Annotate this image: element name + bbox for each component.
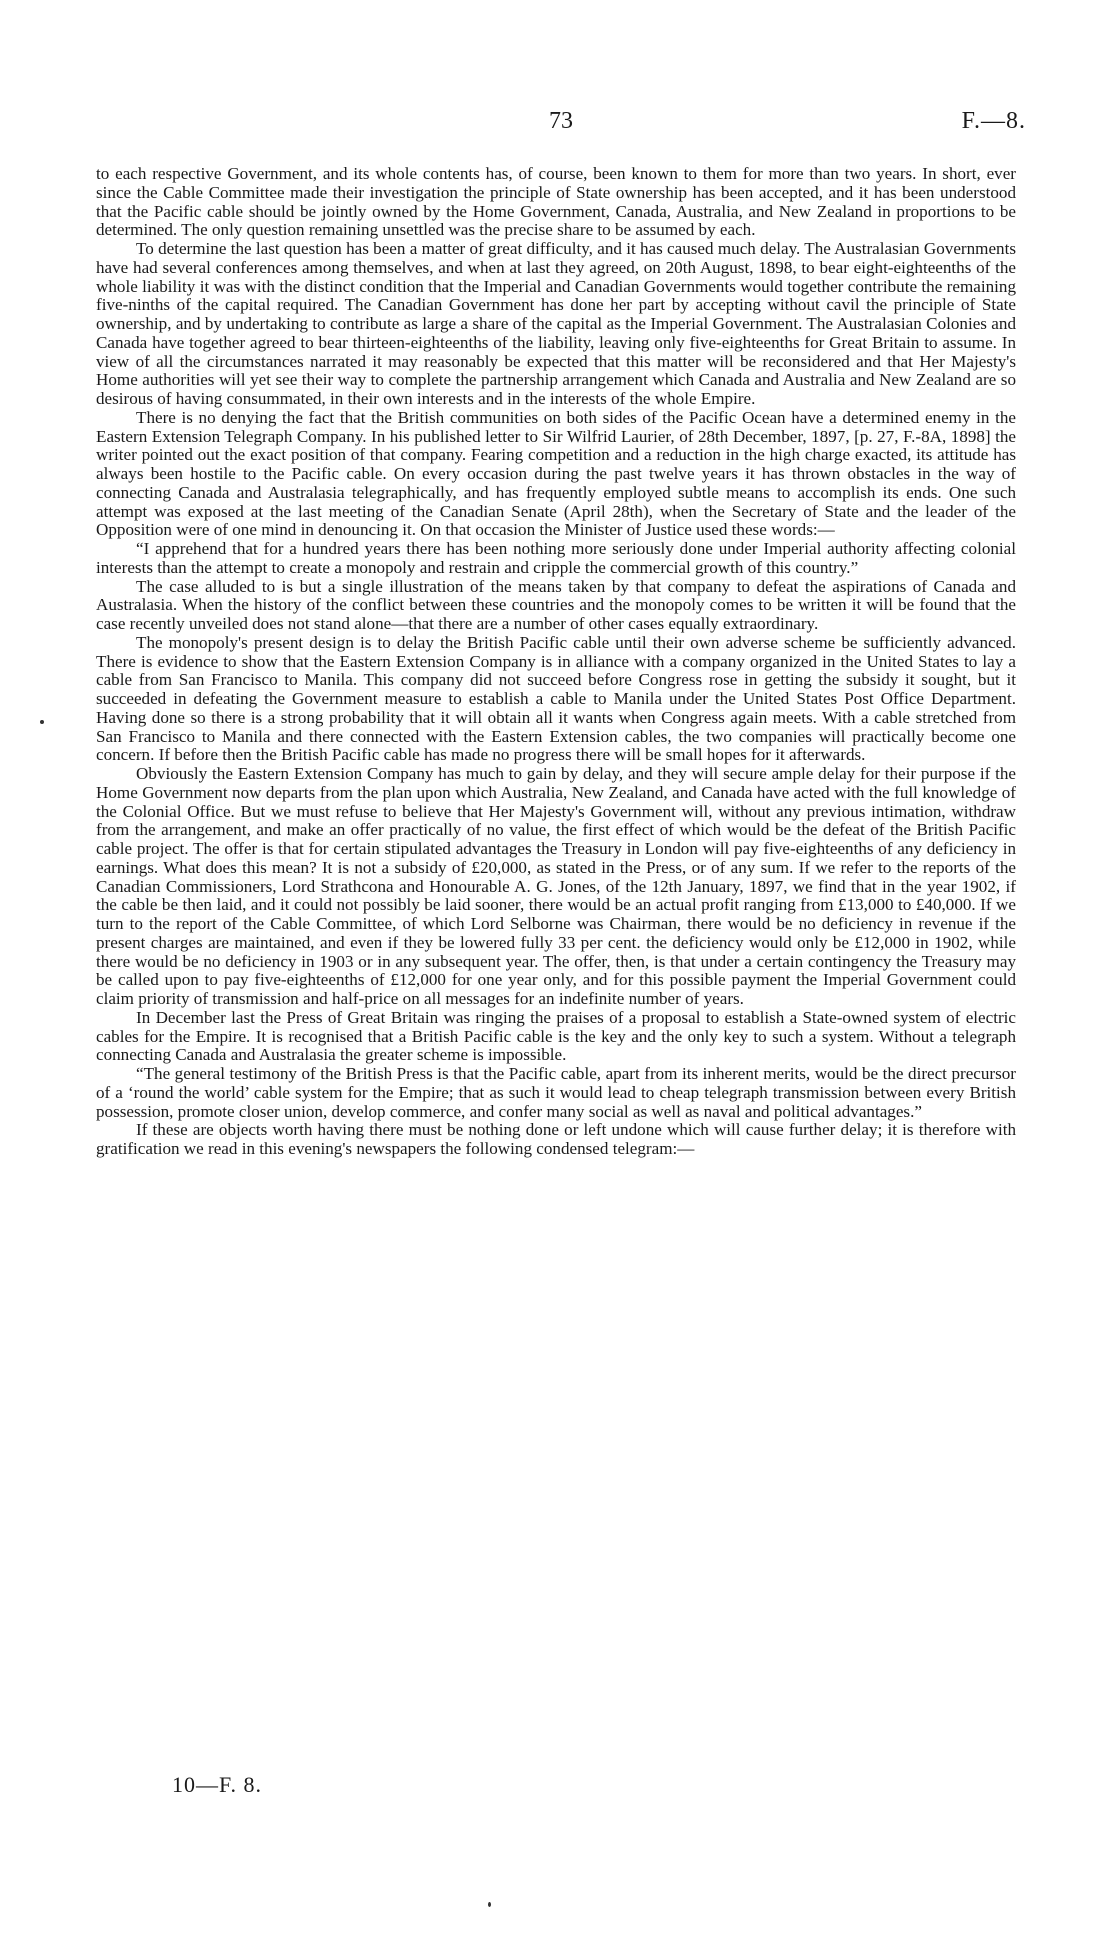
paragraph-10: If these are objects worth having there must be nothing done or left undone which will cause further delay; it is therefore with gratification we read in this evening's newspapers the following condensed telegram:— [96,1120,1016,1158]
signature-mark: 10—F. 8. [172,1772,262,1797]
quotation-minister-of-justice: “I apprehend that for a hundred years there has been nothing more seriously done under Imperial authority affecting colonial interests than the attempt to create a monopoly and restrain and cripple the commercial growth of this country.” [96,539,1016,577]
paragraph-7: Obviously the Eastern Extension Company has much to gain by delay, and they will secure ample delay for their purpose if the Home Government now departs from the plan upon which Australia, New Zealand, and Canada have acted with the full knowledge of the Colonial Office. But we must refuse to believe that Her Majesty's Government will, without any previous intimation, withdraw from the arrangement, and make an offer practically of no value, the first effect of which would be the defeat of the British Pacific cable project. The offer is that for certain stipulated advantages the Treasury in London will pay five-eighteenths of any deficiency in earnings. What does this mean? It is not a subsidy of £20,000, as stated in the Press, or of any sum. If we refer to the reports of the Canadian Commissioners, Lord Strathcona and Honourable A. G. Jones, of the 12th January, 1897, we find that in the year 1902, if the cable be then laid, and it could not possibly be laid sooner, there would be an actual profit ranging from £13,000 to £40,000. If we turn to the report of the Cable Committee, of which Lord Selborne was Chairman, there would be no deficiency in revenue if the present charges are maintained, and even if they be lowered fully 33 per cent. the deficiency would only be £12,000 in 1902, while there would be no deficiency in 1903 or in any subsequent year. The offer, then, is that under a certain contingency the Treasury may be called upon to pay five-eighteenths of £12,000 for one year only, and for this possible payment the Imperial Government could claim priority of transmission and half-price on all messages for an indefinite number of years. [96,764,1016,1008]
quotation-british-press: “The general testimony of the British Press is that the Pacific cable, apart from its inherent merits, would be the direct precursor of a ‘round the world’ cable system for the Empire; that as such it would lead to cheap telegraph transmission between every British possession, promote closer union, develop commerce, and confer many social as well as naval and political advantages.” [96,1064,1016,1121]
document-reference: F.—8. [961,108,1026,134]
paragraph-1: to each respective Government, and its whole contents has, of course, been known to them for more than two years. In short, ever since the Cable Committee made their investigation the principle of State ownership has been accepted, and it has been understood that the Pacific cable should be jointly owned by the Home Government, Canada, Australia, and New Zealand in proportions to be determined. The only question remaining unsettled was the precise share to be assumed by each. [96,164,1016,240]
paragraph-2: To determine the last question has been a matter of great difficulty, and it has caused much delay. The Australasian Governments have had several conferences among themselves, and when at last they agreed, on 20th August, 1898, to bear eight-eighteenths of the whole liability it was with the distinct condition that the Imperial and Canadian Governments would together contribute the remaining five-ninths of the capital required. The Canadian Government has done her part by accepting without cavil the principle of State ownership, and by undertaking to contribute as large a share of the capital as the Imperial Government. The Australasian Colonies and Canada have together agreed to bear thirteen-eighteenths of the liability, leaving only five-eighteenths for Great Britain to assume. In view of all the circumstances narrated it may reasonably be expected that this matter will be reconsidered and that Her Majesty's Home authorities will yet see their way to complete the partnership arrangement which Canada and Australia and New Zealand are so desirous of having consummated, in their own interests and in the interests of the whole Empire. [96,239,1016,408]
paragraph-6: The monopoly's present design is to delay the British Pacific cable until their own adverse scheme be sufficiently advanced. There is evidence to show that the Eastern Extension Company is in alliance with a company organized in the United States to lay a cable from San Francisco to Manila. This company did not succeed before Congress rose in getting the subsidy it sought, but it succeeded in defeating the Government measure to establish a cable to Manila under the United States Post Office Department. Having done so there is a strong probability that it will obtain all it wants when Congress again meets. With a cable stretched from San Francisco to Manila and there connected with the Eastern Extension cables, the two companies will practically become one concern. If before then the British Pacific cable has made no progress there will be small hopes for it afterwards. [96,632,1016,765]
page-number: 73 [549,108,573,134]
paragraph-5: The case alluded to is but a single illustration of the means taken by that company to defeat the aspirations of Canada and Australasia. When the history of the conflict between these countries and the monopoly comes to be written it will be found that the case recently unveiled does not stand alone—that there are a number of other cases equally extraordinary. [96,576,1016,633]
paragraph-3: There is no denying the fact that the British communities on both sides of the Pacific Ocean have a determined enemy in the Eastern Extension Telegraph Company. In his published letter to Sir Wilfrid Laurier, of 28th December, 1897, [p. 27, F.-8A, 1898] the writer pointed out the exact position of that company. Fearing competition and a reduction in the high charge exacted, its attitude has always been hostile to the Pacific cable. On every occasion during the past twelve years it has thrown obstacles in the way of connecting Canada and Australasia telegraphically, and has frequently employed subtle means to accomplish its ends. One such attempt was exposed at the last meeting of the Canadian Senate (April 28th), when the Secretary of State and the leader of the Opposition were of one mind in denouncing it. On that occasion the Minister of Justice used these words:— [96,407,1016,540]
page-speck [40,720,44,724]
page-speck [488,1902,491,1907]
body-text [96,165,1016,1159]
page-header [96,108,1026,142]
paragraph-8: In December last the Press of Great Britain was ringing the praises of a proposal to establish a State-owned system of electric cables for the Empire. It is recognised that a British Pacific cable is the key and the only key to such a system. Without a telegraph connecting Canada and Australasia the greater scheme is impossible. [96,1007,1016,1065]
